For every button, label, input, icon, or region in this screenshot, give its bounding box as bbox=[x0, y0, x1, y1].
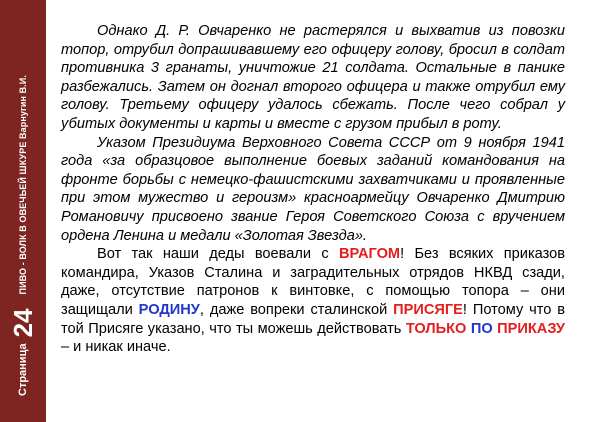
p3-text-4: ! Потому что в той Присяге указано, что ты можешь действовать bbox=[61, 301, 566, 337]
paragraph-2: Указом Президиума Верховного Совета СССР от 9 ноября 1941 года «за образцовое выполнение боевых заданий командования на фронте борьбы с немецко-фашистскими захватчиками и проявленные при этом мужество и героизм» красноармейцу Овчаренко Дмитрию Романовичу присвоено звание Героя Советского Союза с вручением ордена Ленина и медали «Золотая Звезда». bbox=[61, 134, 565, 244]
word-order: ПРИКАЗУ bbox=[497, 320, 565, 337]
word-by: ПО bbox=[470, 320, 493, 337]
p3-text-3: , даже вопреки сталинской bbox=[199, 301, 394, 318]
sidebar-caption bbox=[0, 0, 46, 422]
p3-text-5: – и никак иначе. bbox=[61, 339, 171, 356]
p3-text-2: ! Без всяких приказов командира, Указов Сталина и заградительных отрядов НКВД сзади, даже, отсутствие патронов к винтовке, с помощью топора – они защищали bbox=[61, 246, 565, 318]
paragraph-1: Однако Д. Р. Овчаренко не растерялся и выхватив из повозки топор, отрубил допрашивавшему его офицеру голову, бросил в солдат противника 3 гранаты, уничтожие 21 солдата. Остальные в панике разбежались. Затем он догнал второго офицера и также отрубил ему голову. Третьему офицеру удалось сбежать. После чего собрал у убитых документы и карты и вместе с грузом прибыл в роту. bbox=[61, 23, 565, 132]
book-title: ПИВО - ВОЛК В ОВЕЧЬЕЙ ШКУРЕ Варнугин В.И. bbox=[18, 75, 28, 295]
p3-text-1: Вот так наши деды воевали с bbox=[97, 246, 339, 263]
page-number: 24 bbox=[8, 308, 38, 338]
word-enemy: ВРАГОМ bbox=[338, 246, 401, 263]
page-label: Страница bbox=[17, 343, 29, 396]
word-oath: ПРИСЯГЕ bbox=[393, 301, 463, 318]
page-text bbox=[61, 22, 565, 357]
word-only: ТОЛЬКО bbox=[405, 320, 467, 337]
paragraph-3 bbox=[61, 245, 565, 357]
sidebar bbox=[0, 0, 46, 422]
word-homeland: РОДИНУ bbox=[138, 301, 200, 318]
